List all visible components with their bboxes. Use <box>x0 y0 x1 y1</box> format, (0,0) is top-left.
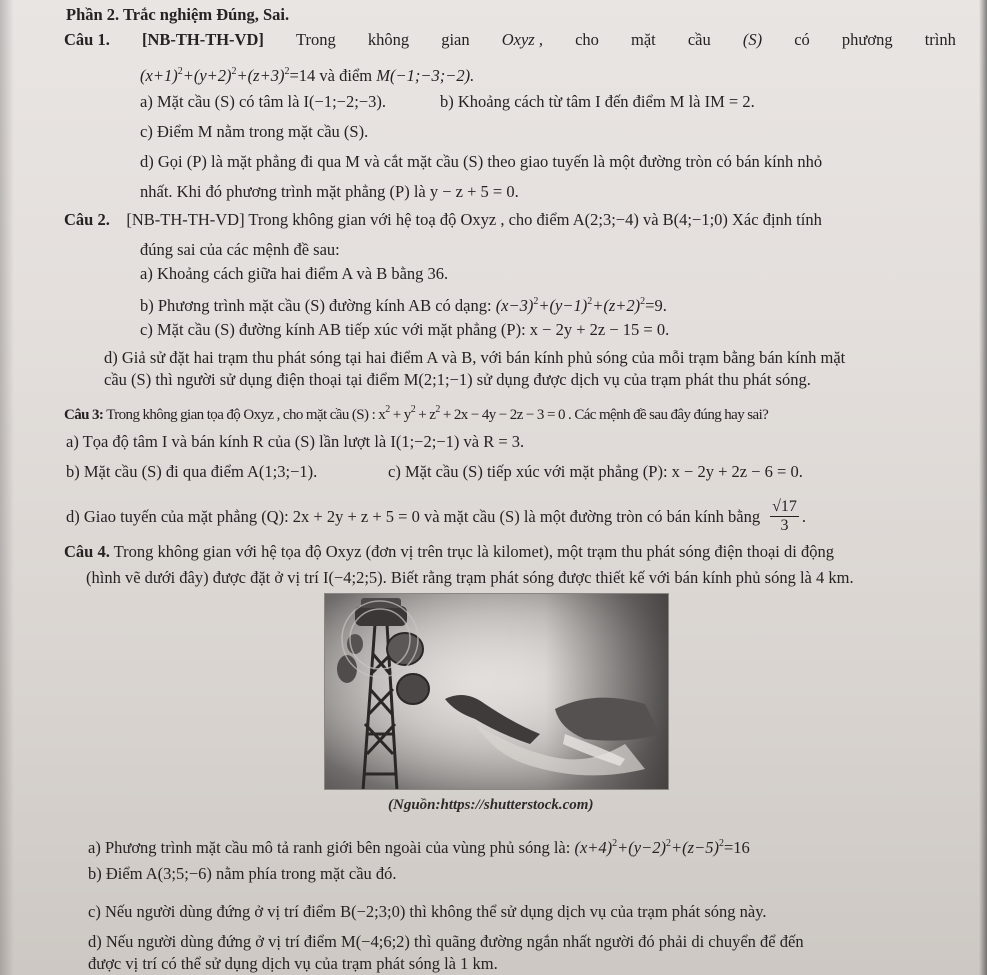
q2-heading <box>64 210 822 230</box>
q1-label: Câu 1. <box>64 30 110 49</box>
page-edge-shadow-left <box>0 0 14 975</box>
q3-d-text: d) Giao tuyến của mặt phẳng (Q): 2x + 2y + z + 5 = 0 và mặt cầu (S) là một đường tròn có bán kính bằng <box>66 506 761 526</box>
q3-label: Câu 3: <box>64 407 104 423</box>
q4-statement-b: b) Điểm A(3;5;−6) nằm phía trong mặt cầu đó. <box>88 864 397 883</box>
q3-heading <box>64 400 768 425</box>
q4-statement-a <box>88 834 750 858</box>
q1-word: Oxyz , <box>501 30 543 49</box>
eq-term: +(z−5) <box>671 838 719 857</box>
q1-word: không <box>367 30 410 49</box>
q2-intro: [NB-TH-TH-VD] Trong không gian với hệ toạ độ Oxyz , cho điểm A(2;3;−4) và B(4;−1;0) Xác định tính <box>126 210 822 229</box>
q3-statement-a: a) Tọa độ tâm I và bán kính R của (S) lần lượt là I(1;−2;−1) và R = 3. <box>66 432 525 451</box>
fraction-denominator: 3 <box>780 517 789 534</box>
q2-b-text: b) Phương trình mặt cầu (S) đường kính AB có dạng: <box>140 296 492 315</box>
q1-statement-c: c) Điểm M nằm trong mặt cầu (S). <box>140 122 369 141</box>
eq-term: =9. <box>645 296 667 315</box>
eq-exp: 2 <box>410 404 416 415</box>
eq-term: +(y+2) <box>182 66 232 85</box>
q1-word: có <box>794 30 810 49</box>
q4-intro: Trong không gian với hệ tọa độ Oxyz (đơn vị trên trục là kilomet), một trạm thu phát sóng điện thoại di động <box>109 542 834 561</box>
q2-statement-c: c) Mặt cầu (S) đường kính AB tiếp xúc với mặt phẳng (P): x − 2y + 2z − 15 = 0. <box>140 320 670 339</box>
eq-term: +(y−1) <box>538 296 588 315</box>
q4-statement-d-line2: được vị trí có thể sử dụng dịch vụ của trạm phát sóng là 1 km. <box>88 954 498 973</box>
eq-exp: 2 <box>385 404 390 415</box>
q2-statement-d-line1: d) Giả sử đặt hai trạm thu phát sóng tại hai điểm A và B, với bán kính phủ sóng của mỗi trạm bằng bán kính mặt <box>104 348 846 367</box>
q2-label: Câu 2. <box>64 210 110 229</box>
q2-statement-b <box>140 292 667 316</box>
q3-intro: + z <box>415 407 436 423</box>
q3-statement-c: c) Mặt cầu (S) tiếp xúc với mặt phẳng (P): x − 2y + 2z − 6 = 0. <box>388 462 803 481</box>
eq-term: +(z+3) <box>236 66 285 85</box>
q1-heading <box>64 30 956 50</box>
q1-connector: và điểm <box>319 66 373 85</box>
eq-term: +(y−2) <box>617 838 667 857</box>
period: . <box>801 506 807 526</box>
q1-equation-line <box>140 62 474 86</box>
q1-tag: [NB-TH-TH-VD] <box>141 30 264 49</box>
q3-statement-b: b) Mặt cầu (S) đi qua điểm A(1;3;−1). <box>66 462 318 481</box>
q3-statement-d <box>66 498 806 535</box>
q1-word: gian <box>441 30 470 49</box>
eq-exp: 2 <box>533 296 539 307</box>
q1-point-m: M(−1;−3;−2). <box>376 66 475 85</box>
q3-intro: Trong không gian tọa độ Oxyz , cho mặt cầu (S) : x <box>106 407 386 423</box>
q4-heading <box>64 542 834 562</box>
eq-exp: 2 <box>666 838 672 849</box>
eq-term: (x−3) <box>495 296 534 315</box>
q3-intro: + 2x − 4y − 2z − 3 = 0 . Các mệnh đề sau đây đúng hay sai? <box>439 407 769 423</box>
q1-statement-b: b) Khoảng cách từ tâm I đến điểm M là IM = 2. <box>440 92 755 111</box>
q4-a-text: a) Phương trình mặt cầu mô tả ranh giới bên ngoài của vùng phủ sóng là: <box>88 838 571 857</box>
eq-term: (x+1) <box>140 66 178 85</box>
page-edge-shadow-right <box>979 0 987 975</box>
q4-label: Câu 4. <box>64 542 110 561</box>
eq-exp: 2 <box>587 296 593 307</box>
q1-word: cầu <box>687 30 711 49</box>
q1-word: phương <box>841 30 893 49</box>
q2-statement-a: a) Khoảng cách giữa hai điểm A và B bằng 36. <box>140 264 449 283</box>
eq-exp: 2 <box>231 66 237 77</box>
q1-word: (S) <box>742 30 763 49</box>
q3-intro: + y <box>389 407 411 423</box>
eq-exp: 2 <box>612 838 618 849</box>
cell-tower-photo <box>324 593 669 790</box>
image-source-caption: (Nguồn:https://shutterstock.com) <box>388 797 594 813</box>
q1-word: cho <box>575 30 599 49</box>
eq-exp: 2 <box>718 838 724 849</box>
q4-intro-line2: (hình vẽ dưới đây) được đặt ở vị trí I(−4;2;5). Biết rằng trạm phát sóng được thiết kế với bán kính phủ sóng là 4 km. <box>86 568 854 587</box>
eq-exp: 2 <box>284 66 290 77</box>
section-title: Phần 2. Trắc nghiệm Đúng, Sai. <box>66 5 290 24</box>
q1-word: Trong <box>295 30 336 49</box>
fraction-numerator: √17 <box>772 498 797 515</box>
eq-exp: 2 <box>177 66 183 77</box>
cell-tower-illustration <box>325 594 669 790</box>
eq-term: =14 <box>289 66 316 85</box>
q1-statement-d-line1: d) Gọi (P) là mặt phẳng đi qua M và cắt mặt cầu (S) theo giao tuyến là một đường tròn có bán kính nhỏ <box>140 152 823 171</box>
eq-exp: 2 <box>435 404 440 415</box>
q2-intro-line2: đúng sai của các mệnh đề sau: <box>140 240 340 259</box>
fraction-sqrt17-over-3 <box>770 498 799 535</box>
eq-exp: 2 <box>640 296 646 307</box>
q1-word: mặt <box>631 30 656 49</box>
q4-statement-c: c) Nếu người dùng đứng ở vị trí điểm B(−2;3;0) thì không thể sử dụng dịch vụ của trạm phát sóng này. <box>88 902 767 921</box>
eq-term: (x+4) <box>574 838 613 857</box>
eq-term: =16 <box>723 838 750 857</box>
q1-statement-d-line2: nhất. Khi đó phương trình mặt phẳng (P) là y − z + 5 = 0. <box>140 182 519 201</box>
q2-statement-d-line2: cầu (S) thì người sử dụng điện thoại tại điểm M(2;1;−1) sử dụng được dịch vụ của trạm phát thu phát sóng. <box>104 370 811 389</box>
q4-statement-d-line1: d) Nếu người dùng đứng ở vị trí điểm M(−4;6;2) thì quãng đường ngắn nhất người đó phải di chuyển để đến <box>88 932 804 951</box>
eq-term: +(z+2) <box>592 296 641 315</box>
q1-word: trình <box>924 30 956 49</box>
q1-statement-a: a) Mặt cầu (S) có tâm là I(−1;−2;−3). <box>140 92 387 111</box>
